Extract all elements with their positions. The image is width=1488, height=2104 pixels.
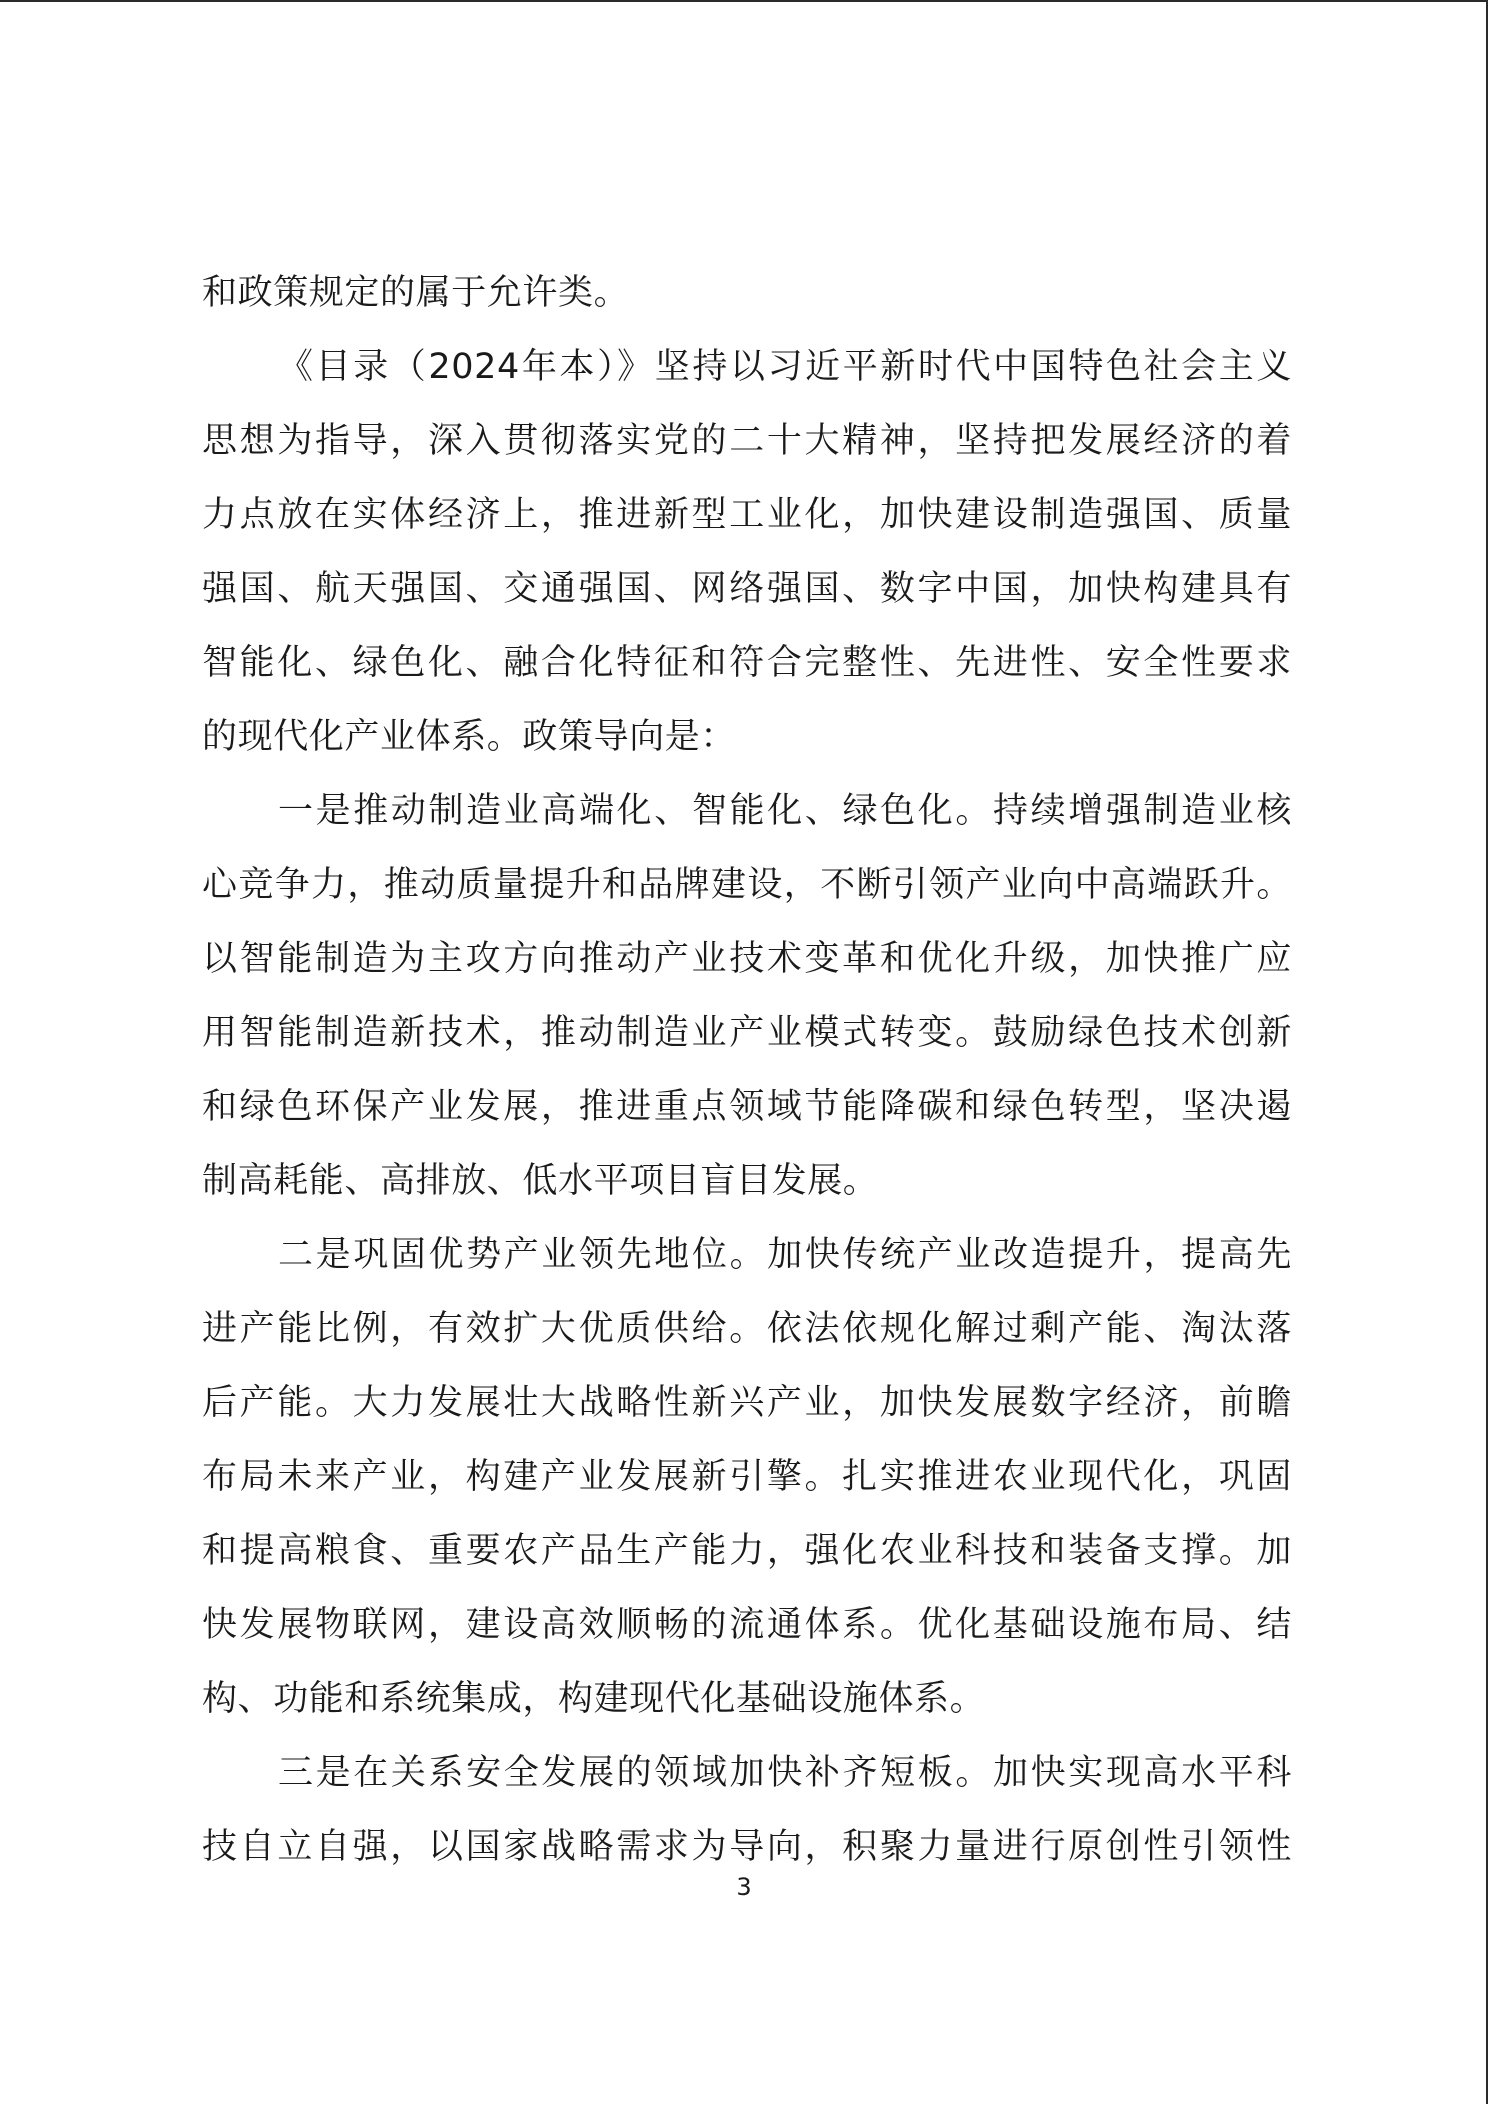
text-line: 后产能。大力发展壮大战略性新兴产业，加快发展数字经济，前瞻 [202, 1383, 1292, 1423]
text-line: 的现代化产业体系。政策导向是： [202, 717, 737, 757]
text-line: 进产能比例，有效扩大优质供给。依法依规化解过剩产能、淘汰落 [202, 1309, 1292, 1349]
text-line: 布局未来产业，构建产业发展新引擎。扎实推进农业现代化，巩固 [202, 1457, 1292, 1497]
text-line: 技自立自强，以国家战略需求为导向，积聚力量进行原创性引领性 [202, 1827, 1292, 1867]
text-line: 和政策规定的属于允许类。 [202, 273, 630, 313]
text-line: 快发展物联网，建设高效顺畅的流通体系。优化基础设施布局、结 [202, 1605, 1292, 1645]
paragraph-first-line: 一是推动制造业高端化、智能化、绿色化。持续增强制造业核 [278, 791, 1292, 831]
text-line: 和绿色环保产业发展，推进重点领域节能降碳和绿色转型，坚决遏 [202, 1087, 1292, 1127]
text-line: 力点放在实体经济上，推进新型工业化，加快建设制造强国、质量 [202, 495, 1292, 535]
page-number: 3 [736, 1873, 752, 1901]
paragraph-first-line: 二是巩固优势产业领先地位。加快传统产业改造提升，提高先 [278, 1235, 1292, 1275]
text-line: 和提高粮食、重要农产品生产能力，强化农业科技和装备支撑。加 [202, 1531, 1292, 1571]
text-line: 思想为指导，深入贯彻落实党的二十大精神，坚持把发展经济的着 [202, 421, 1292, 461]
text-line: 心竞争力，推动质量提升和品牌建设，不断引领产业向中高端跃升。 [202, 865, 1292, 905]
text-line: 用智能制造新技术，推动制造业产业模式转变。鼓励绿色技术创新 [202, 1013, 1292, 1053]
text-line: 以智能制造为主攻方向推动产业技术变革和优化升级，加快推广应 [202, 939, 1292, 979]
text-line: 制高耗能、高排放、低水平项目盲目发展。 [202, 1161, 879, 1201]
paragraph-first-line: 三是在关系安全发展的领域加快补齐短板。加快实现高水平科 [278, 1753, 1292, 1793]
text-line: 构、功能和系统集成，构建现代化基础设施体系。 [202, 1679, 986, 1719]
paragraph-first-line: 《目录（2024年本）》坚持以习近平新时代中国特色社会主义 [278, 347, 1292, 387]
text-line: 智能化、绿色化、融合化特征和符合完整性、先进性、安全性要求 [202, 643, 1292, 683]
text-line: 强国、航天强国、交通强国、网络强国、数字中国，加快构建具有 [202, 569, 1292, 609]
page-top-border [0, 0, 1488, 2]
document-body [202, 256, 1292, 1884]
